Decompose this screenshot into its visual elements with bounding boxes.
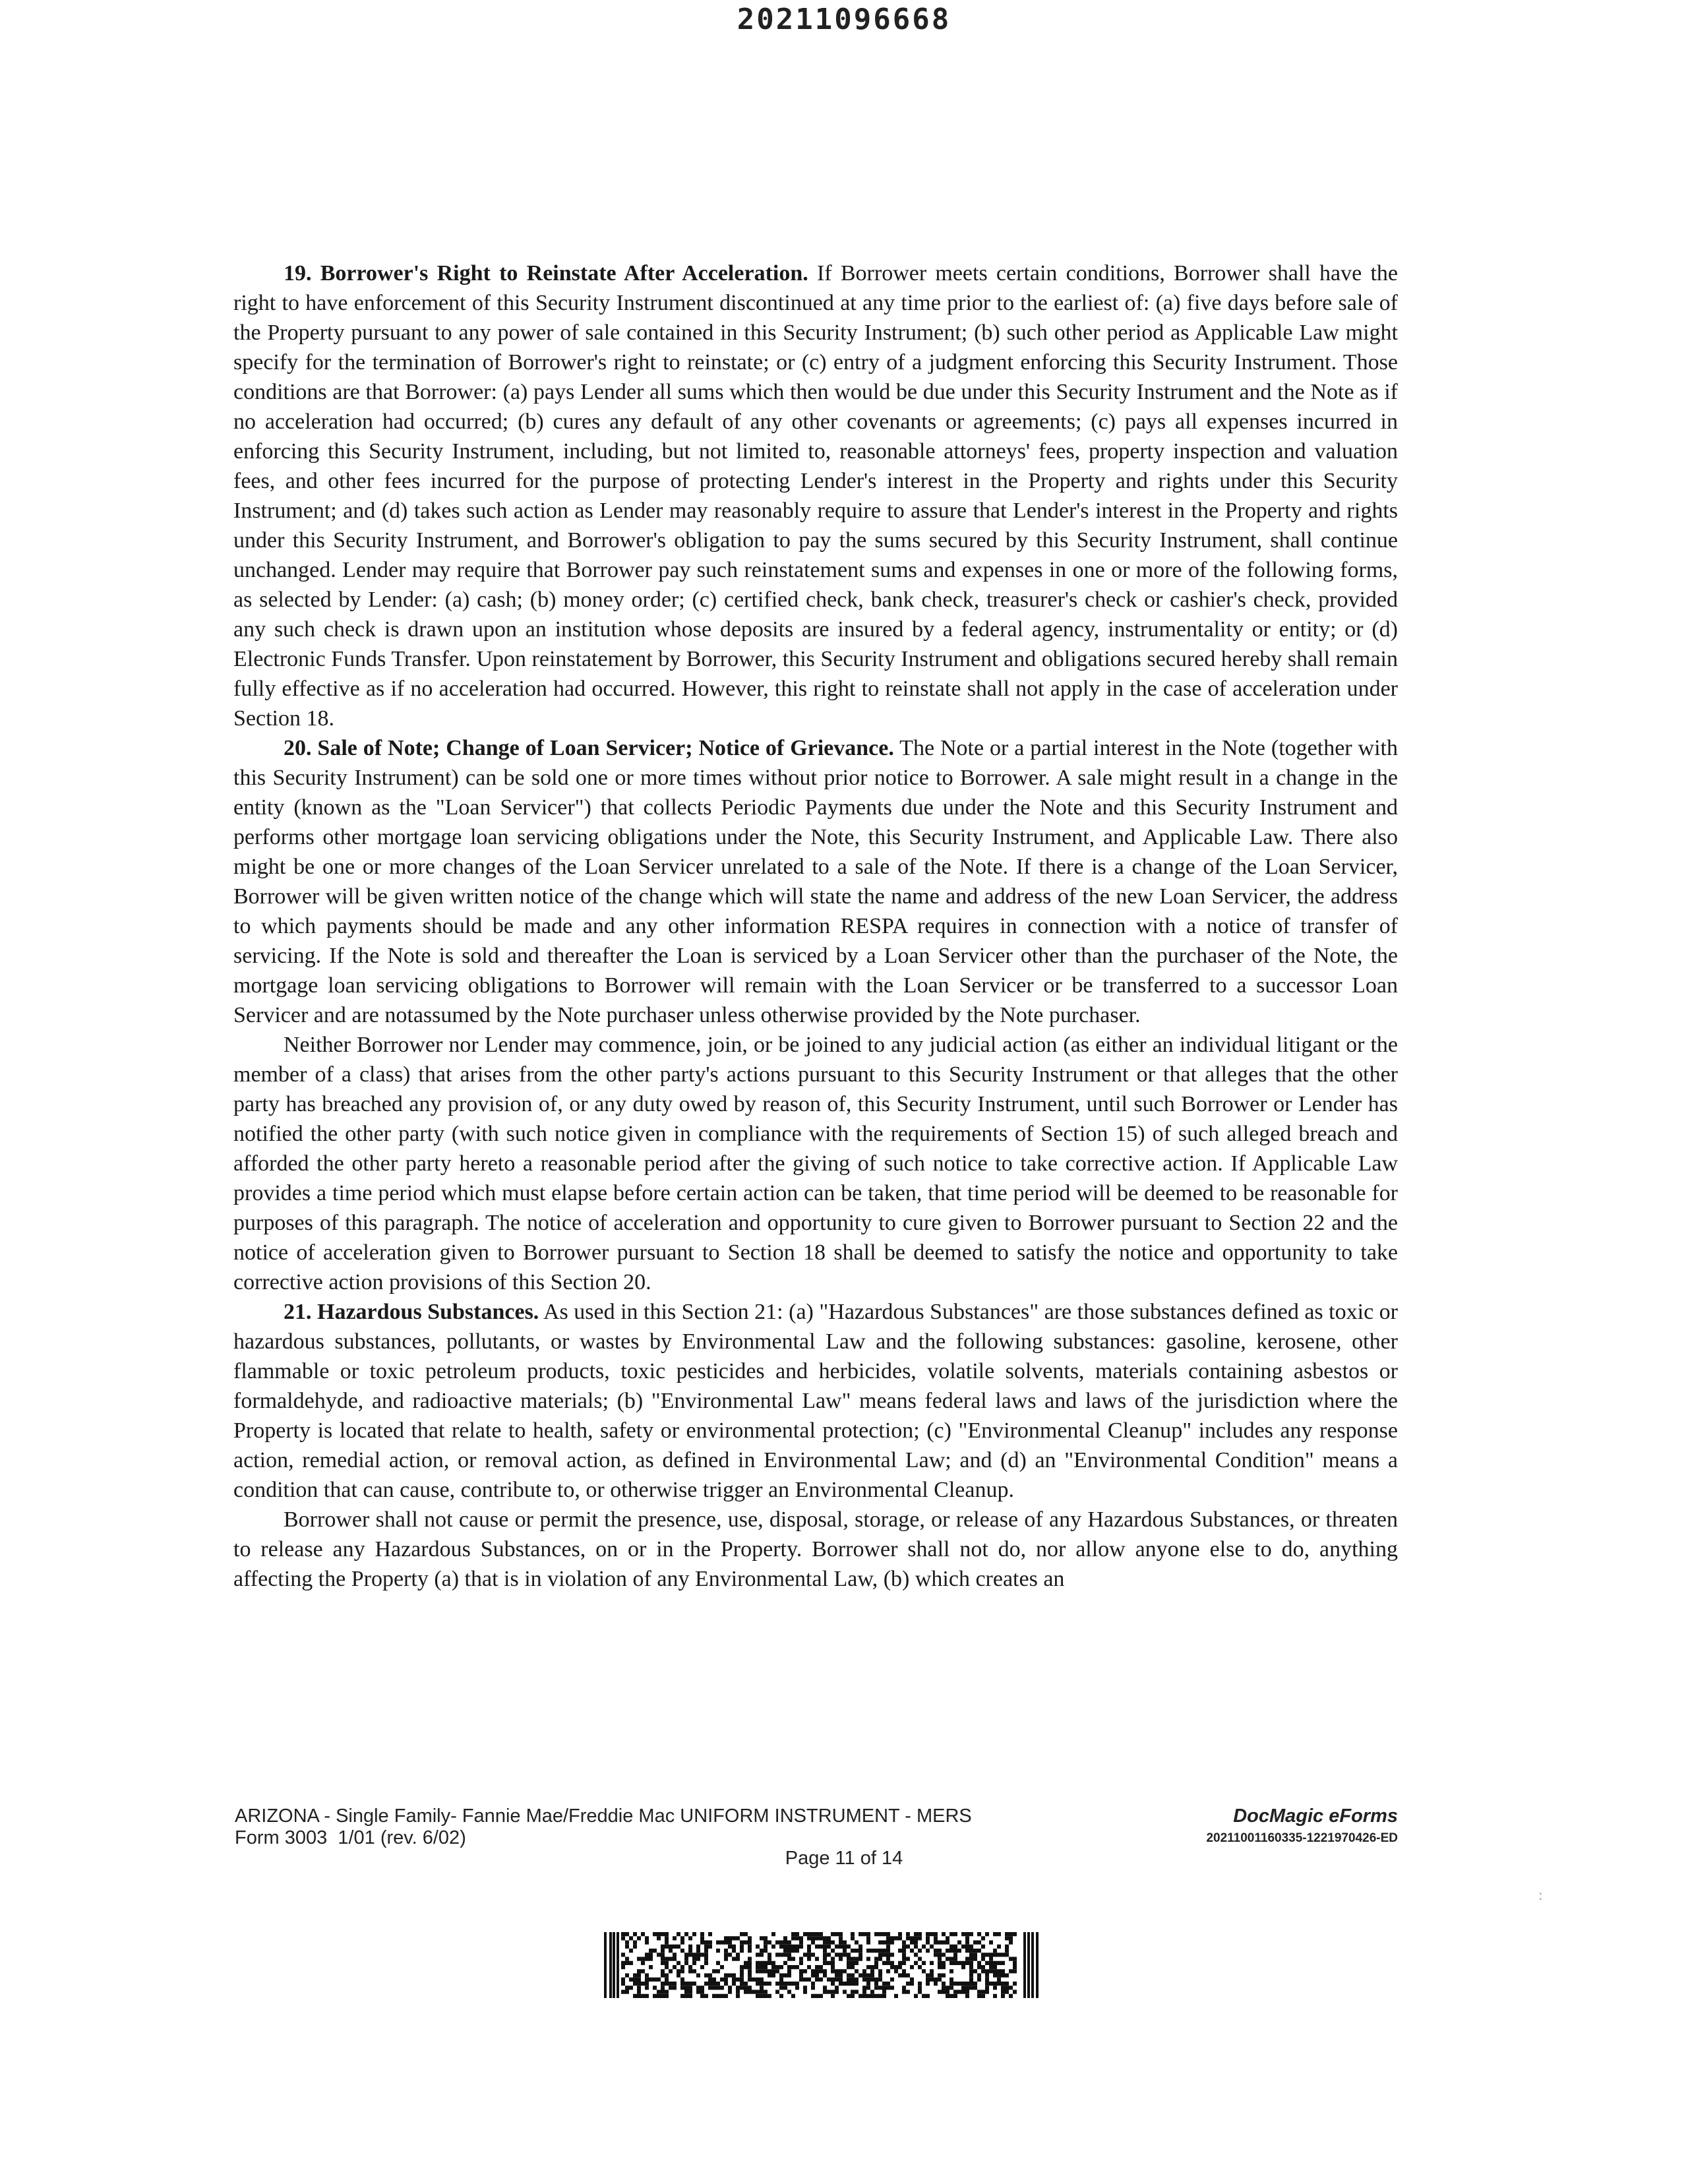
section-21-borrower-paragraph [233,1505,1398,1594]
document-body [233,258,1398,1594]
section-21-borrower-text: Borrower shall not cause or permit the presence, use, disposal, storage, or release of any Hazardous Substances, or threaten to release any Hazardous Substances, on or in the Property. Borrower shall not do, nor allow anyone else to do, anything affecting the Property (a) that is in violation of any Environmental Law, (b) which creates an [233,1507,1398,1591]
section-21-heading: 21. Hazardous Substances. [284,1300,539,1324]
section-20-grievance-paragraph [233,1030,1398,1297]
form-title: ARIZONA - Single Family- Fannie Mae/Freddie Mac UNIFORM INSTRUMENT - MERS [235,1805,972,1827]
section-19-paragraph [233,258,1398,733]
margin-mark: : [1538,1887,1543,1903]
section-20-grievance-text: Neither Borrower nor Lender may commence, join, or be joined to any judicial action (as either an individual litigant or the member of a class) that arises from the other party's actions pursuant to this Security Instrument or that alleges that the other party has breached any provision of, or any duty owed by reason of, this Security Instrument, until such Borrower or Lender has notified the other party (with such notice given in compliance with the requirements of Section 15) of such alleged breach and afforded the other party hereto a reasonable period after the giving of such notice to take corrective action. If Applicable Law provides a time period which must elapse before certain action can be taken, that time period will be deemed to be reasonable for purposes of this paragraph. The notice of acceleration and opportunity to cure given to Borrower pursuant to Section 22 and the notice of acceleration given to Borrower pursuant to Section 18 shall be deemed to satisfy the notice and opportunity to take corrective action provisions of this Section 20. [233,1033,1398,1294]
barcode-icon [604,1932,1039,1998]
docmagic-block [1206,1805,1398,1849]
section-20-text: The Note or a partial interest in the Note (together with this Security Instrument) can be sold one or more times without prior notice to Borrower. A sale might result in a change in the entity (known as the "Loan Servicer") that collects Periodic Payments due under the Note and this Security Instrument and performs other mortgage loan servicing obligations under the Note, this Security Instrument, and Applicable Law. There also might be one or more changes of the Loan Servicer unrelated to a sale of the Note. If there is a change of the Loan Servicer, Borrower will be given written notice of the change which will state the name and address of the new Loan Servicer, the address to which payments should be made and any other information RESPA requires in connection with a notice of transfer of servicing. If the Note is sold and thereafter the Loan is serviced by a Loan Servicer other than the purchaser of the Note, the mortgage loan servicing obligations to Borrower will remain with the Loan Servicer or be transferred to a successor Loan Servicer and are notassumed by the Note purchaser unless otherwise provided by the Note purchaser. [233,736,1398,1027]
page-number: Page 11 of 14 [785,1848,903,1869]
section-19-heading: 19. Borrower's Right to Reinstate After Acceleration. [284,261,808,286]
section-21-text: As used in this Section 21: (a) "Hazardous Substances" are those substances defined as toxic or hazardous substances, pollutants, or wastes by Environmental Law and the following substances: gasoline, kerosene, other flammable or toxic petroleum products, toxic pesticides and herbicides, volatile solvents, materials containing asbestos or formaldehyde, and radioactive materials; (b) "Environmental Law" means federal laws and laws of the jurisdiction where the Property is located that relate to health, safety or environmental protection; (c) "Environmental Cleanup" includes any response action, remedial action, or removal action, as defined in Environmental Law; and (d) an "Environmental Condition" means a condition that can cause, contribute to, or otherwise trigger an Environmental Cleanup. [233,1300,1398,1502]
recording-number: 20211096668 [737,3,951,36]
form-identifier [235,1805,972,1849]
docmagic-logo: DocMagic eForms [1233,1805,1398,1827]
section-21-paragraph [233,1297,1398,1505]
section-20-paragraph [233,733,1398,1030]
document-id: 20211001160335-1221970426-ED [1206,1831,1398,1845]
section-19-text: If Borrower meets certain conditions, Borrower shall have the right to have enforcement of this Security Instrument discontinued at any time prior to the earliest of: (a) five days before sale of the Property pursuant to any power of sale contained in this Security Instrument; (b) such other period as Applicable Law might specify for the termination of Borrower's right to reinstate; or (c) entry of a judgment enforcing this Security Instrument. Those conditions are that Borrower: (a) pays Lender all sums which then would be due under this Security Instrument and the Note as if no acceleration had occurred; (b) cures any default of any other covenants or agreements; (c) pays all expenses incurred in enforcing this Security Instrument, including, but not limited to, reasonable attorneys' fees, property inspection and valuation fees, and other fees incurred for the purpose of protecting Lender's interest in the Property and rights under this Security Instrument; and (d) takes such action as Lender may reasonably require to assure that Lender's interest in the Property and rights under this Security Instrument, and Borrower's obligation to pay the sums secured by this Security Instrument, shall continue unchanged. Lender may require that Borrower pay such reinstatement sums and expenses in one or more of the following forms, as selected by Lender: (a) cash; (b) money order; (c) certified check, bank check, treasurer's check or cashier's check, provided any such check is drawn upon an institution whose deposits are insured by a federal agency, instrumentality or entity; or (d) Electronic Funds Transfer. Upon reinstatement by Borrower, this Security Instrument and obligations secured hereby shall remain fully effective as if no acceleration had occurred. However, this right to reinstate shall not apply in the case of acceleration under Section 18. [233,261,1398,731]
form-number: Form 3003 1/01 (rev. 6/02) [235,1827,466,1848]
section-20-heading: 20. Sale of Note; Change of Loan Servicer; Notice of Grievance. [284,736,894,760]
